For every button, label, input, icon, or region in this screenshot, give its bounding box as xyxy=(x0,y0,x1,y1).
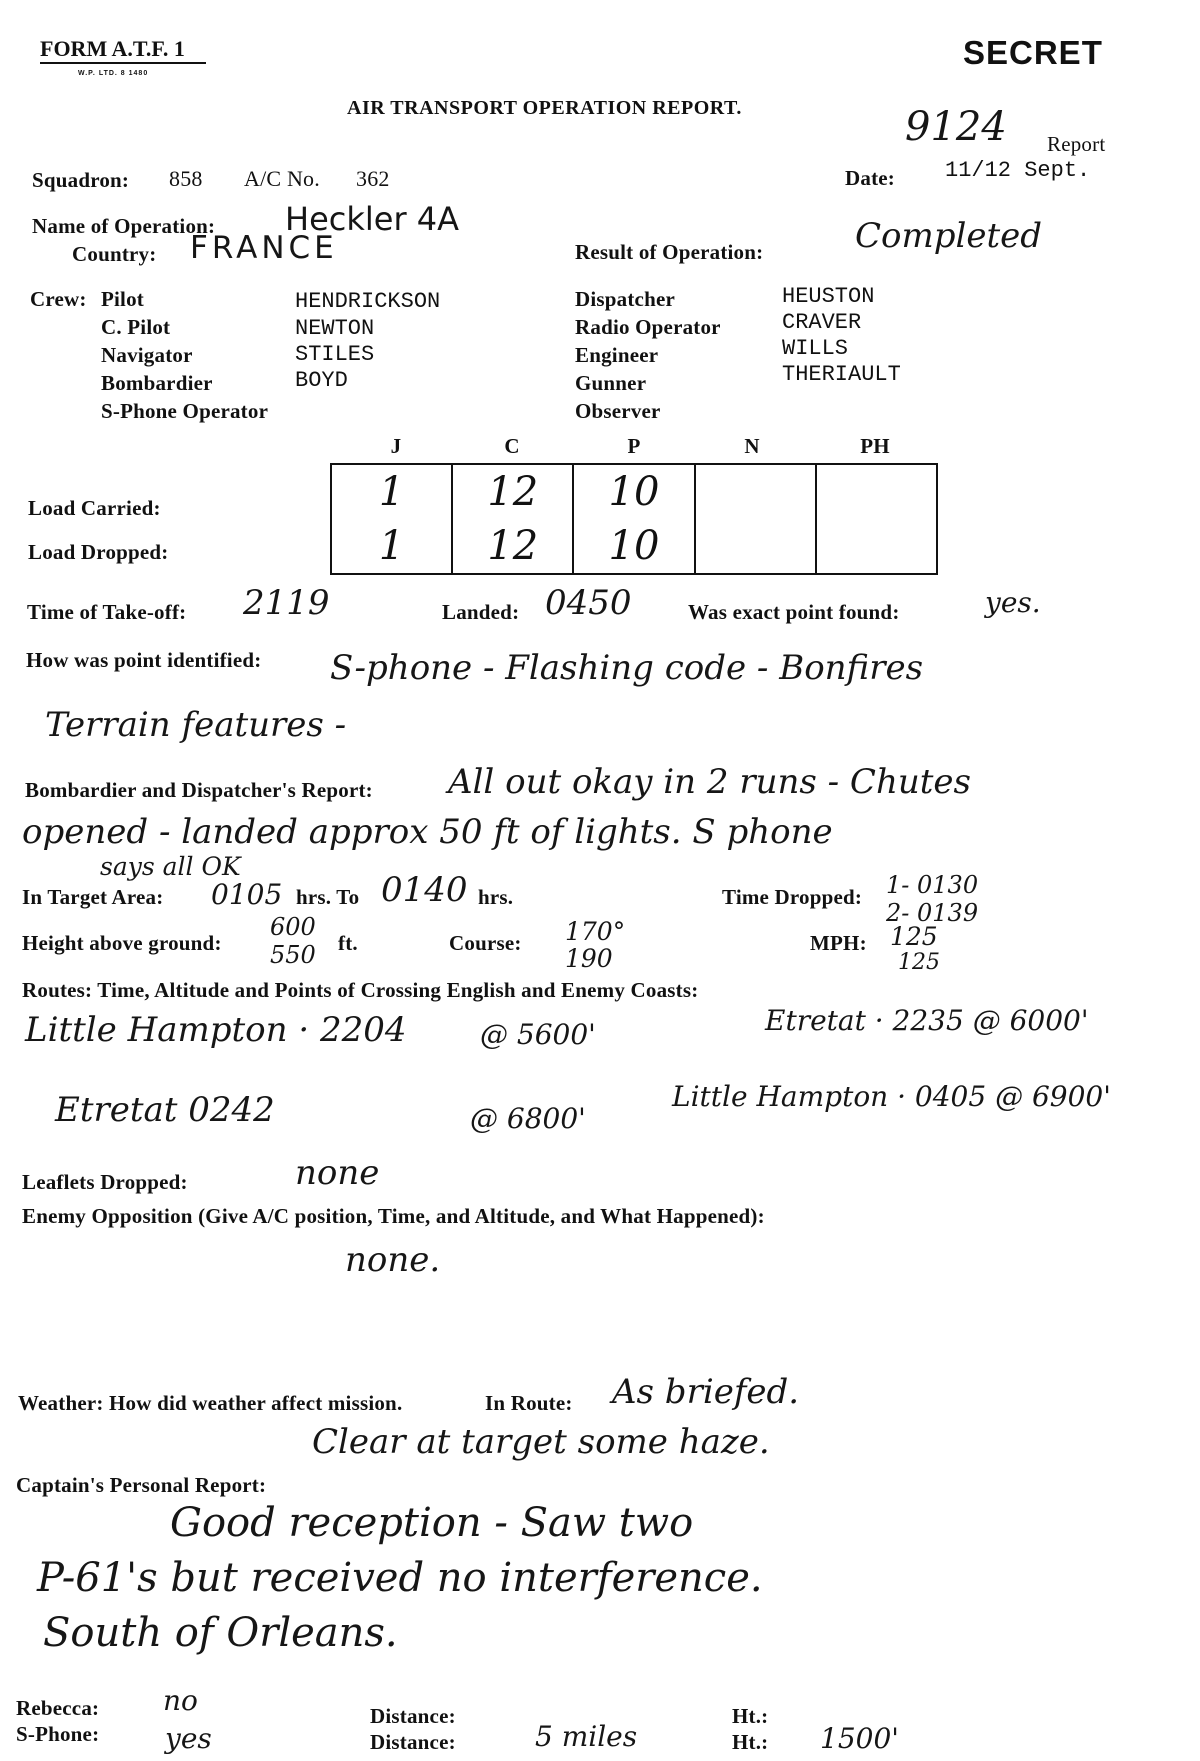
course-value-2: 190 xyxy=(565,944,613,973)
form-id: FORM A.T.F. 1 xyxy=(40,36,185,61)
crew-name-engineer: WILLS xyxy=(782,336,849,361)
routes-line1-a: Little Hampton · 2204 xyxy=(25,1010,407,1050)
bombardier-report-line3: says all OK xyxy=(100,852,241,881)
landed-value: 0450 xyxy=(545,583,632,623)
course-label: Course: xyxy=(449,931,522,955)
rebecca-label: Rebecca: xyxy=(16,1696,100,1720)
captain-report-label: Captain's Personal Report: xyxy=(16,1473,267,1497)
classification-stamp: SECRET xyxy=(963,34,1103,71)
routes-label: Routes: Time, Altitude and Points of Crossing English and Enemy Coasts: xyxy=(22,978,699,1002)
form-id-underline xyxy=(40,62,206,64)
captain-report-line3: South of Orleans. xyxy=(43,1610,398,1656)
result-value: Completed xyxy=(855,216,1043,256)
takeoff-label: Time of Take-off: xyxy=(27,600,187,624)
operation-value: Heckler 4A xyxy=(285,200,460,238)
height-value-2: 550 xyxy=(270,941,316,969)
date-value: 11/12 Sept. xyxy=(945,158,1091,183)
exact-point-label: Was exact point found: xyxy=(688,600,900,624)
crew-name-radio: CRAVER xyxy=(782,310,862,335)
captain-report-line1: Good reception - Saw two xyxy=(170,1500,694,1546)
load-carried-cell: 10 xyxy=(573,464,694,519)
sphone-distance-value: 5 miles xyxy=(535,1720,638,1753)
mph-value-1: 125 xyxy=(890,922,938,951)
takeoff-value: 2119 xyxy=(243,583,330,623)
operation-label: Name of Operation: xyxy=(32,214,216,238)
crew-role-bombardier: Bombardier xyxy=(101,371,213,395)
load-dropped-cell xyxy=(695,519,816,574)
height-unit: ft. xyxy=(338,931,358,955)
load-col-p: P xyxy=(627,434,641,458)
point-identified-line2: Terrain features - xyxy=(45,705,347,745)
enemy-value: none. xyxy=(345,1240,441,1280)
sphone-ht-label: Ht.: xyxy=(732,1730,769,1754)
crew-label: Crew: xyxy=(30,287,87,311)
crew-role-navigator: Navigator xyxy=(101,343,193,367)
course-value-1: 170° xyxy=(565,917,626,946)
routes-line1-c: Etretat · 2235 @ 6000' xyxy=(765,1004,1089,1037)
load-dropped-cell: 10 xyxy=(573,519,694,574)
rebecca-value: no xyxy=(163,1684,198,1717)
load-carried-cell: 12 xyxy=(452,464,573,519)
routes-line2-b: @ 6800' xyxy=(470,1102,586,1135)
weather-route-label: In Route: xyxy=(485,1391,573,1415)
weather-route-value: As briefed. xyxy=(612,1372,800,1412)
height-label: Height above ground: xyxy=(22,931,222,955)
load-dropped-cell: 12 xyxy=(452,519,573,574)
crew-role-pilot: Pilot xyxy=(101,287,144,311)
point-identified-line1: S-phone - Flashing code - Bonfires xyxy=(330,648,924,688)
load-carried-row xyxy=(331,464,937,519)
weather-label: Weather: How did weather affect mission. xyxy=(18,1391,403,1415)
rebecca-ht-label: Ht.: xyxy=(732,1704,769,1728)
load-table xyxy=(330,463,938,575)
exact-point-value: yes. xyxy=(985,586,1041,619)
target-area-from: 0105 xyxy=(211,878,283,911)
form-fine-print: W.P. LTD. 8 1480 xyxy=(78,70,149,77)
crew-name-navigator: STILES xyxy=(295,342,375,367)
load-carried-cell: 1 xyxy=(331,464,452,519)
routes-line2-a: Etretat 0242 xyxy=(55,1090,275,1130)
target-area-label: In Target Area: xyxy=(22,885,164,909)
crew-name-bombardier: BOYD xyxy=(295,368,348,393)
height-value-1: 600 xyxy=(270,913,316,941)
squadron-value: 858 xyxy=(169,166,203,191)
bombardier-report-line1: All out okay in 2 runs - Chutes xyxy=(448,762,971,802)
time-dropped-second: 2- 0139 xyxy=(886,899,979,927)
squadron-label: Squadron: xyxy=(32,168,130,192)
crew-name-pilot: HENDRICKSON xyxy=(295,289,441,314)
bombardier-report-line2: opened - landed approx 50 ft of lights. S phone xyxy=(22,812,833,852)
page-title: AIR TRANSPORT OPERATION REPORT. xyxy=(347,97,742,119)
crew-role-gunner: Gunner xyxy=(575,371,647,395)
mph-label: MPH: xyxy=(810,931,867,955)
crew-role-sphone: S-Phone Operator xyxy=(101,399,269,423)
date-label: Date: xyxy=(845,166,895,190)
routes-line2-c: Little Hampton · 0405 @ 6900' xyxy=(672,1080,1111,1113)
leaflets-value: none xyxy=(295,1153,380,1193)
crew-role-copilot: C. Pilot xyxy=(101,315,171,339)
load-col-n: N xyxy=(744,434,760,458)
routes-line1-b: @ 5600' xyxy=(480,1018,596,1051)
bombardier-report-label: Bombardier and Dispatcher's Report: xyxy=(25,778,373,802)
enemy-label: Enemy Opposition (Give A/C position, Time, and Altitude, and What Happened): xyxy=(22,1204,765,1228)
crew-name-gunner: THERIAULT xyxy=(782,362,901,387)
crew-role-dispatcher: Dispatcher xyxy=(575,287,675,311)
load-dropped-cell xyxy=(816,519,937,574)
landed-label: Landed: xyxy=(442,600,520,624)
leaflets-label: Leaflets Dropped: xyxy=(22,1170,188,1194)
crew-role-radio: Radio Operator xyxy=(575,315,721,339)
load-dropped-cell: 1 xyxy=(331,519,452,574)
load-carried-cell xyxy=(816,464,937,519)
country-label: Country: xyxy=(72,242,157,266)
time-dropped-label: Time Dropped: xyxy=(722,885,863,909)
sphone-distance-label: Distance: xyxy=(370,1730,456,1754)
target-area-to: 0140 xyxy=(381,870,468,910)
aircraft-label: A/C No. xyxy=(244,166,320,191)
mph-value-2: 125 xyxy=(898,950,940,975)
point-identified-label: How was point identified: xyxy=(26,648,262,672)
country-value: FRANCE xyxy=(190,230,338,266)
sphone-ht-value: 1500' xyxy=(820,1722,899,1755)
load-col-j: J xyxy=(390,434,402,458)
target-area-hrs: hrs. xyxy=(478,885,514,909)
load-carried-label: Load Carried: xyxy=(28,496,161,520)
sphone-value: yes xyxy=(165,1722,212,1755)
rebecca-distance-label: Distance: xyxy=(370,1704,456,1728)
result-label: Result of Operation: xyxy=(575,240,764,264)
time-dropped-first: 1- 0130 xyxy=(886,871,979,899)
crew-role-observer: Observer xyxy=(575,399,661,423)
report-label: Report xyxy=(1047,132,1106,156)
sphone-label: S-Phone: xyxy=(16,1722,100,1746)
crew-name-copilot: NEWTON xyxy=(295,316,375,341)
load-carried-cell xyxy=(695,464,816,519)
load-col-c: C xyxy=(504,434,520,458)
captain-report-line2: P-61's but received no interference. xyxy=(37,1555,763,1601)
aircraft-value: 362 xyxy=(356,166,390,191)
report-number: 9124 xyxy=(905,104,1007,150)
load-dropped-label: Load Dropped: xyxy=(28,540,169,564)
load-dropped-row xyxy=(331,519,937,574)
crew-name-dispatcher: HEUSTON xyxy=(782,284,875,309)
crew-role-engineer: Engineer xyxy=(575,343,659,367)
weather-target-value: Clear at target some haze. xyxy=(312,1422,770,1462)
target-area-to-label: hrs. To xyxy=(296,885,360,909)
load-col-ph: PH xyxy=(860,434,890,458)
